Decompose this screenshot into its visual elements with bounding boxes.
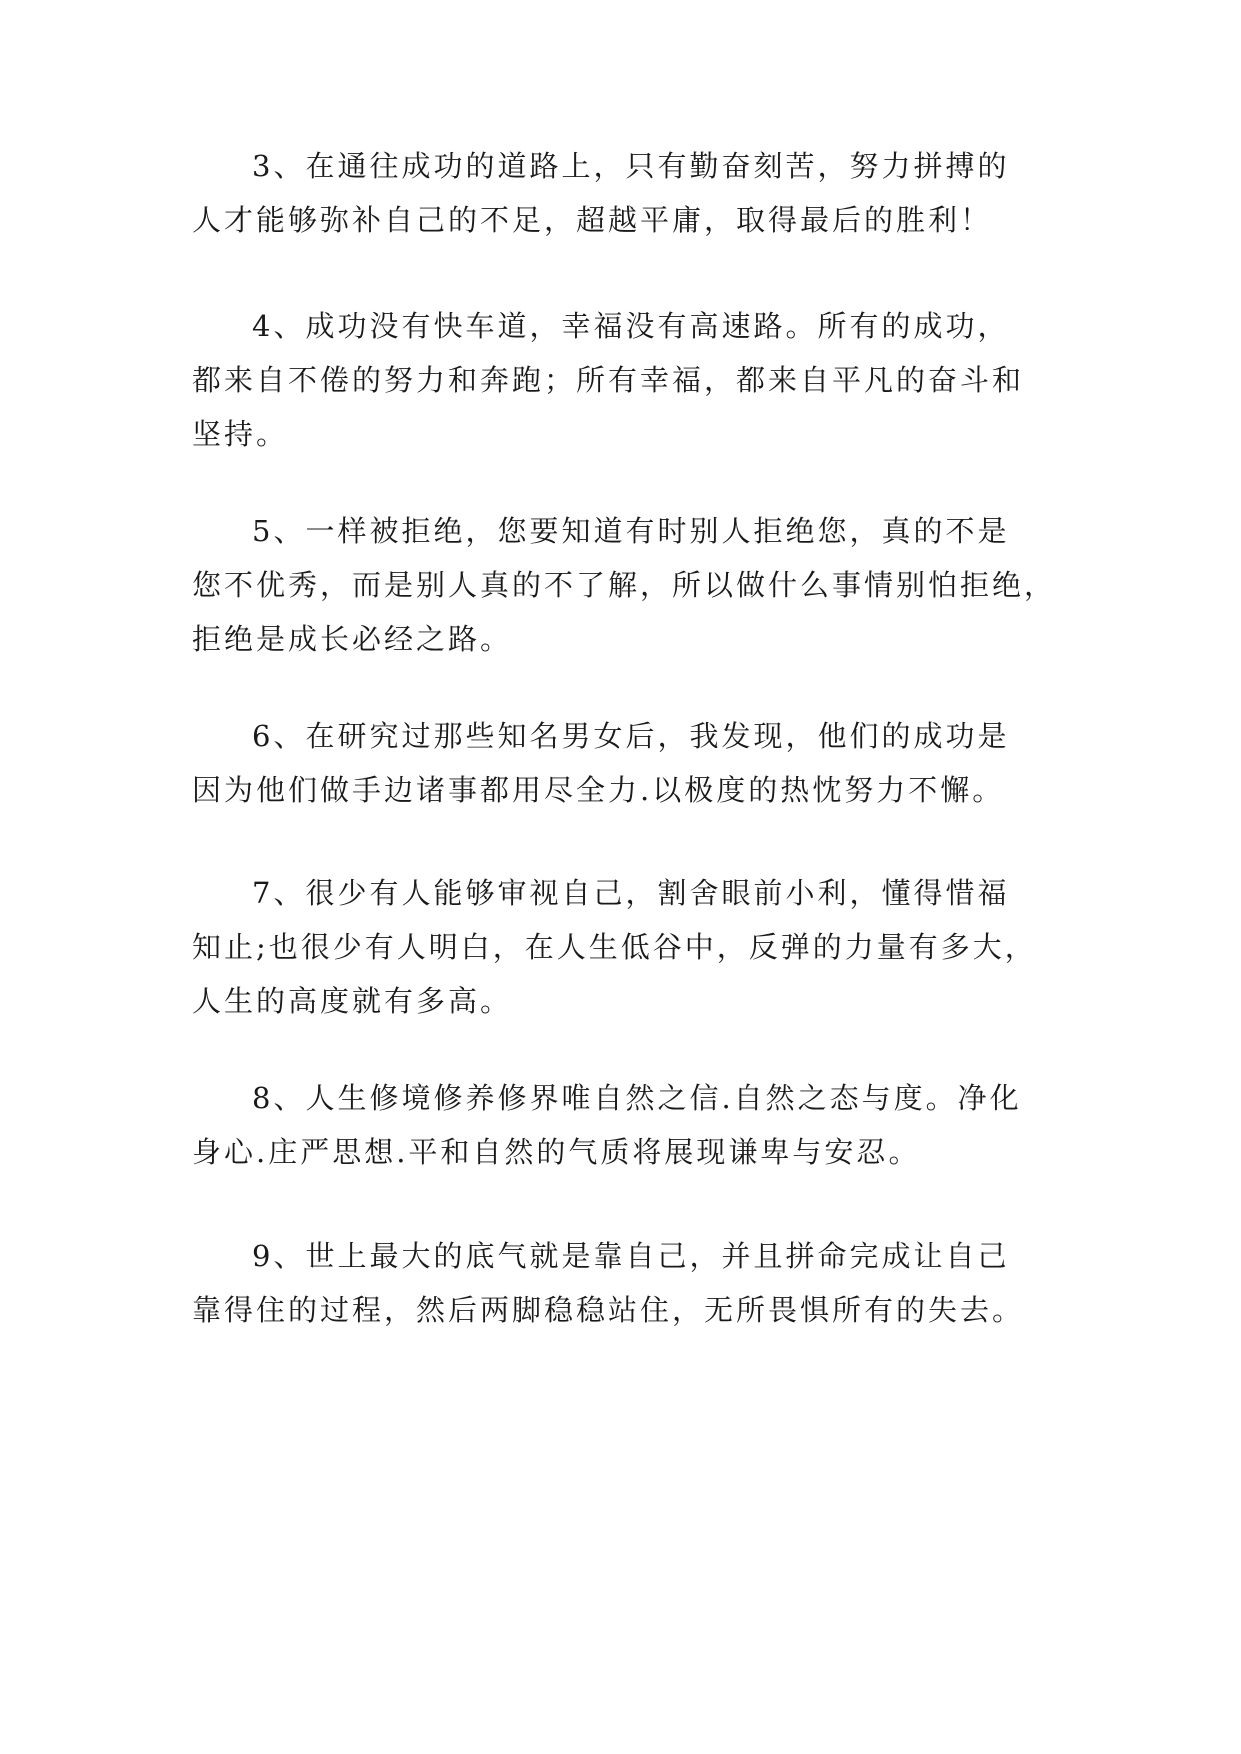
paragraph-line: 5、一样被拒绝，您要知道有时别人拒绝您，真的不是: [252, 514, 1010, 548]
paragraph-line: 坚持。: [192, 417, 289, 451]
paragraph-line: 3、在通往成功的道路上，只有勤奋刻苦，努力拼搏的: [252, 149, 1010, 183]
paragraph-line: 9、世上最大的底气就是靠自己，并且拼命完成让自己: [252, 1239, 1010, 1273]
paragraph-line: 因为他们做手边诸事都用尽全力.以极度的热忱努力不懈。: [192, 773, 1005, 807]
paragraph-line: 您不优秀，而是别人真的不了解，所以做什么事情别怕拒绝，: [192, 568, 1057, 602]
paragraph-line: 人才能够弥补自己的不足，超越平庸，取得最后的胜利！: [192, 203, 993, 237]
paragraph-line: 6、在研究过那些知名男女后，我发现，他们的成功是: [252, 719, 1010, 753]
paragraph-line: 人生的高度就有多高。: [192, 984, 513, 1018]
paragraph-line: 拒绝是成长必经之路。: [192, 622, 513, 656]
paragraph-line: 都来自不倦的努力和奔跑；所有幸福，都来自平凡的奋斗和: [192, 363, 1025, 397]
paragraph-line: 4、成功没有快车道，幸福没有高速路。所有的成功，: [252, 309, 1010, 343]
paragraph-line: 身心.庄严思想.平和自然的气质将展现谦卑与安忍。: [192, 1135, 921, 1169]
paragraph-line: 知止;也很少有人明白，在人生低谷中，反弹的力量有多大，: [192, 930, 1037, 964]
paragraph-line: 7、很少有人能够审视自己，割舍眼前小利，懂得惜福: [252, 876, 1010, 910]
paragraph-line: 8、人生修境修养修界唯自然之信.自然之态与度。净化: [252, 1081, 1022, 1115]
paragraph-line: 靠得住的过程，然后两脚稳稳站住，无所畏惧所有的失去。: [192, 1293, 1025, 1327]
